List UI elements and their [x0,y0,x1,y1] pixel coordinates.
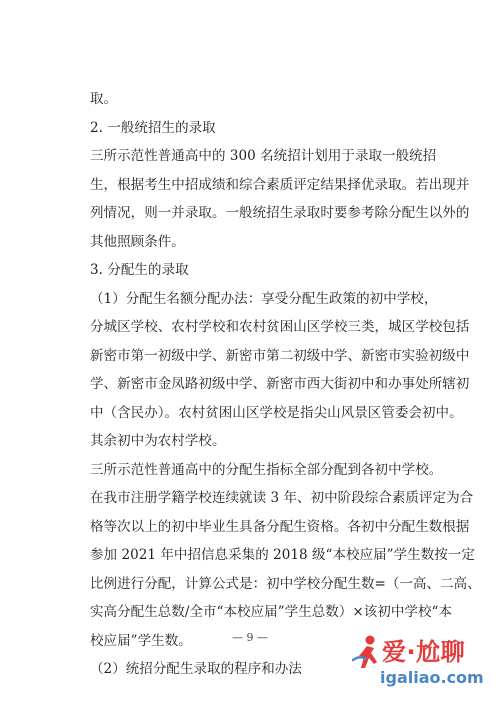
watermark-url: igaliao.com [380,668,484,687]
text-line: 新密市第一初级中学、新密市第二初级中学、新密市实验初级中 [90,347,470,364]
text-line: 参加 2021 年中招信息采集的 2018 级“本校应届”学生数按一定 [90,547,475,563]
section-heading: 2. 一般统招生的录取 [90,119,216,136]
text-line: 其他照顾条件。 [90,233,185,250]
text-line: 校应届”学生数。 [90,632,192,649]
text-line: 中（含民办）。农村贫困山区学校是指尖山风景区管委会初中。 [90,404,463,421]
text-line: 实高分配生总数/全市“本校应届”学生总数）×该初中学校“本 [90,604,453,620]
section-heading: （2）统招分配生录取的程序和办法 [90,661,302,677]
running-person-icon [350,634,382,674]
page-number: — 9 — [232,631,268,644]
text-line: 分城区学校、农村学校和农村贫困山区学校三类，城区学校包括 [90,319,470,335]
text-line: 比例进行分配，计算公式是：初中学校分配生数=（一高、二高、 [90,575,481,592]
section-heading: 3. 分配生的录取 [90,262,189,278]
text-line: 取。 [90,91,118,107]
text-line: 在我市注册学籍学校连续就读 3 年、初中阶段综合素质评定为合 [90,490,474,506]
text-line: 列情况，则一并录取。一般统招生录取时要参考除分配生以外的 [90,205,470,221]
text-line: （1）分配生名额分配办法：享受分配生政策的初中学校， [90,290,438,307]
text-line: 其余初中为农村学校。 [90,433,226,449]
watermark-brand: 爱·尬聊 [382,638,466,666]
text-line: 格等次以上的初中毕业生具备分配生资格。各初中分配生数根据 [90,518,470,535]
text-line: 三所示范性普通高中的 300 名统招计划用于录取一般统招 [90,148,437,164]
text-line: 学、新密市金凤路初级中学、新密市西大街初中和办事处所辖初 [90,376,470,392]
site-watermark [350,628,488,698]
text-line: 生，根据考生中招成绩和综合素质评定结果择优录取。若出现并 [90,176,470,193]
text-line: 三所示范性普通高中的分配生指标全部分配到各初中学校。 [90,461,443,478]
